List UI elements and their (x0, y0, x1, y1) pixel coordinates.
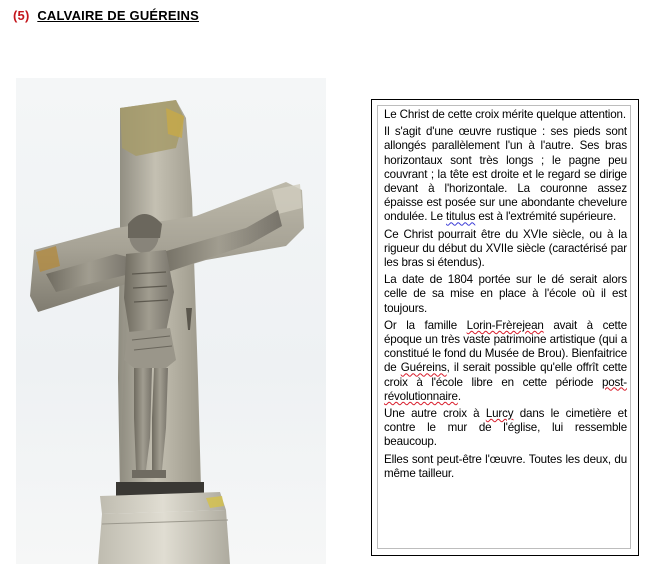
paragraph-6-start: Une autre croix à (384, 407, 480, 421)
crucifix-photo (16, 78, 326, 564)
place-guereins: Guéreins (400, 361, 447, 375)
paragraph-1: Le Christ de cette croix mérite quelque attention. (384, 108, 626, 121)
term-post-revolutionnaire: post-révolutionnaire (384, 375, 627, 403)
paragraph-2-text: Il s'agit d'une œuvre rustique : ses pieds sont allongés parallèlement l'un à l'autre. Ses bras horizontaux sont très longs ; le pagne peu couvrant ; la tête est droite et le regard se dirige devant à l'horizontale. La couronne assez épaisse est posée sur une abondante chevelure ondulée. Le (384, 125, 627, 224)
place-lurcy: Lurcy (485, 407, 514, 421)
paragraph-2-end: est à l'extrémité supérieure. (478, 210, 617, 224)
paragraph-7: Elles sont peut-être l'œuvre. Toutes les deux, du même tailleur. (384, 452, 627, 480)
term-titulus: titulus (446, 210, 476, 224)
paragraph-5-mid: avait à cette époque un très vaste patrimoine artistique (qui a constitué le fond du Musée de Brou). Bienfaitrice de (384, 318, 627, 375)
paragraph-5-end: . (457, 389, 461, 403)
heading-number: (5) (13, 8, 30, 23)
page-heading (13, 8, 199, 23)
paragraph-5-mid2: , il serait possible qu'elle offrît cette croix à l'école libre en cette période (384, 361, 627, 389)
description-box (371, 99, 639, 556)
heading-title: CALVAIRE DE GUÉREINS (37, 8, 200, 23)
paragraph-4: La date de 1804 portée sur le dé serait alors celle de sa mise en place à l'école où il est toujours. (384, 273, 627, 315)
paragraph-5 (384, 319, 627, 404)
paragraph-3: Ce Christ pourrait être du XVIe siècle, ou à la rigueur du début du XVIIe siècle (caractérisé par les bras si étendus). (384, 227, 627, 270)
paragraph-2 (384, 125, 627, 224)
paragraph-6-end: dans le cimetière et contre le mur de l'église, lui ressemble beaucoup. (384, 407, 628, 449)
crucifix-illustration (16, 78, 326, 564)
family-name: Lorin-Frèrejean (466, 318, 544, 332)
description-inner-frame (377, 105, 631, 549)
paragraph-5-start: Or la famille (384, 318, 458, 332)
paragraph-6 (384, 407, 627, 450)
